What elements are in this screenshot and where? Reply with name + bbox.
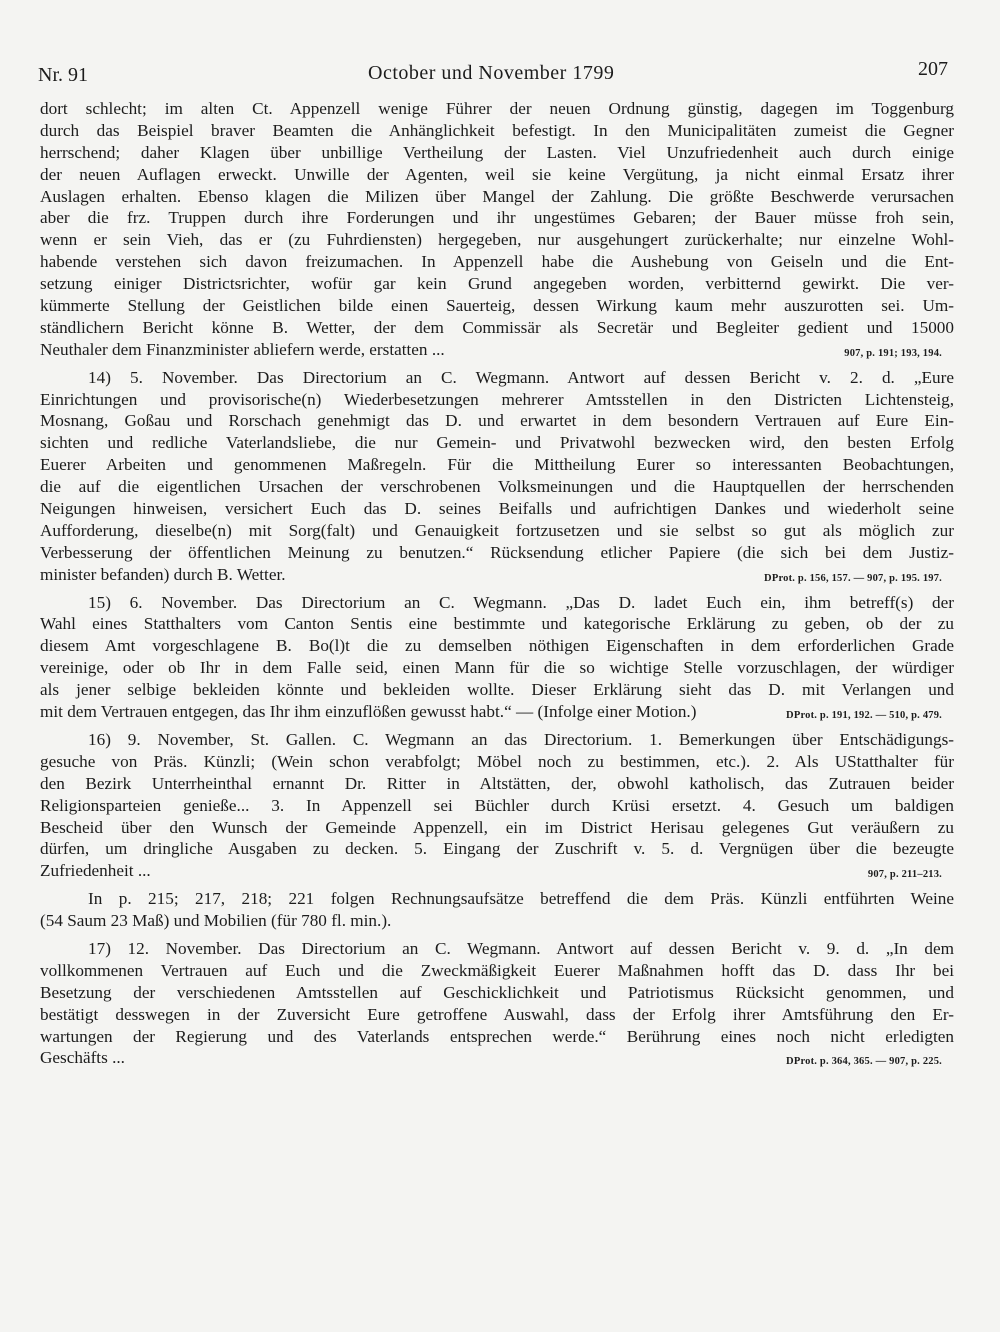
text-line: 16) 9. November, St. Gallen. C. Wegmann an das Directorium. 1. Bemerkungen über Entschädigungs- [88,729,954,749]
text-line: Geschäfts ... DProt. p. 364, 365. — 907, p. 225. [40,1048,942,1068]
text-line: Euerer Arbeiten und genommenen Maßregeln. Für die Mittheilung Eurer so interessanten Beobachtungen, [40,455,954,475]
text-line: ständlichern Bericht könne B. Wetter, der dem Commissär als Secretär und Begleiter gedient und 15000 [40,317,954,337]
text-line: Verbesserung der öffentlichen Meinung zu benutzen.“ Rücksendung etlicher Papiere (die sich bei dem Justiz- [40,542,954,562]
text-line: Aufforderung, dieselbe(n) mit Sorg(falt) und Genauigkeit fortzusetzen und sie selbst so gut als möglich zur [40,520,954,540]
text-line: kümmerte Stellung der Geistlichen bilde einen Sauerteig, dessen Wirkung kaum mehr auszurotten sei. Um- [40,296,954,316]
text-line: der neuen Auflagen erweckt. Unwille der Agenten, weil sie keine Vergütung, ja nicht einmal Ersatz ihrer [40,164,954,184]
text-line: Neuthaler dem Finanzminister abliefern werde, erstatten ... 907, p. 191; 193, 194. [40,339,942,359]
paragraph [40,367,954,586]
paragraph [40,938,954,1069]
source-reference: 907, p. 191; 193, 194. [844,347,942,359]
text-line: Wahl eines Statthalters vom Canton Sentis eine bestimmte und kategorische Erklärung zu geben, ob der zu [40,614,954,634]
document-body [40,98,954,1069]
text-line: minister befanden) durch B. Wetter. DProt. p. 156, 157. — 907, p. 195. 197. [40,564,942,584]
text-line: wenn er sein Vieh, das er (zu Fuhrdiensten) hergegeben, nur ausgehungert zurückerhalte; nur einzelne Wohl- [40,230,954,250]
text-line: Auslagen erhalten. Ebenso klagen die Milizen über Mangel der Zahlung. Die größte Beschwerde verursachen [40,186,954,206]
paragraph [40,888,954,932]
text-line: diesem Amt vorgeschlagene B. Bo(l)t die zu demselben nöthigen Eigenschaften in dem erforderlichen Grade [40,636,954,656]
text-line: dort schlecht; im alten Ct. Appenzell wenige Führer der neuen Ordnung günstig, dagegen im Toggenburg [40,99,954,118]
text-line: 17) 12. November. Das Directorium an C. Wegmann. Antwort auf dessen Bericht v. 9. d. „In dem [88,938,954,958]
text-line: dürfen, um dringliche Ausgaben zu decken. 5. Eingang der Zuschrift v. 5. d. Vergnügen über die bezeugte [40,839,954,859]
text-line: wartungen der Regierung und des Vaterlands entsprechen werde.“ Berührung eines noch nicht erledigten [40,1026,954,1046]
text-line: herrschend; daher Klagen über unbillige Vertheilung der Lasten. Viel Unzufriedenheit auch durch einige [40,142,954,162]
text-line: Religionsparteien genieße... 3. In Appenzell sei Büchler durch Krüsi ersetzt. 4. Gesuch um baldigen [40,795,954,815]
text-line: sichten und redliche Vaterlandsliebe, die nur Gemein- und Privatwohl bezwecken wird, den besten Erfolg [40,433,954,453]
text-line: den Bezirk Unterrheinthal ernannt Dr. Ritter in Altstätten, der, obwohl katholisch, das Zutrauen beider [40,773,954,793]
text-line: Einrichtungen und provisorische(n) Wiederbesetzungen mehrerer Amtsstellen in den Districten Lichtensteig, [40,389,954,409]
text-line: aber die frz. Truppen durch ihre Forderungen und ihr ungestümes Gebaren; der Bauer müsse froh sein, [40,208,954,228]
text-line: 14) 5. November. Das Directorium an C. Wegmann. Antwort auf dessen Bericht v. 2. d. „Eure [88,367,954,387]
text-line: Zufriedenheit ... 907, p. 211–213. [40,861,942,881]
document-number: Nr. 91 [38,64,88,86]
text-line: Mosnang, Goßau und Rorschach genehmigt das D. und erwartet in dem besondern Vertrauen auf Eure Ein- [40,411,954,431]
text-line: (54 Saum 23 Maß) und Mobilien (für 780 fl. min.). [40,911,392,931]
page-header [38,58,948,88]
text-line: Besetzung der verschiedenen Amtsstellen auf Geschicklichkeit und Patriotismus Rücksicht genommen, und [40,982,954,1002]
source-reference: DProt. p. 364, 365. — 907, p. 225. [786,1056,942,1068]
paragraph [40,729,954,882]
source-reference: 907, p. 211–213. [867,869,942,881]
source-reference: DProt. p. 156, 157. — 907, p. 195. 197. [764,572,942,584]
text-line: vollkommenen Vertrauen auf Euch und die Zweckmäßigkeit Euerer Maßnahmen hofft das D. dass Ihr bei [40,960,954,980]
paragraph [40,592,954,723]
text-line: die auf die eigentlichen Ursachen der verschrobenen Volksmeinungen und die Hauptquellen der herrschenden [40,477,954,497]
text-line: gesuche von Präs. Künzli; (Wein schon verabfolgt; Möbel noch zu bestimmen, etc.). 2. Als UStatthalter für [40,751,954,771]
text-line: mit dem Vertrauen entgegen, das Ihr ihm einzuflößen gewusst habt.“ — (Infolge einer Motion.) DProt. p. 191, 192. — 510, p. 479. [40,702,942,722]
running-title: October und November 1799 [368,62,615,84]
text-line: bestätigt desswegen in der Zuversicht Eure getroffene Auswahl, dass der Erfolg ihrer Amtsführung den Er- [40,1004,954,1024]
text-line: vereinige, oder ob Ihr in dem Falle seid, einen Mann für die so wichtige Stelle vorzuschlagen, der würdiger [40,658,954,678]
text-line: habende verstehen sich davon freizumachen. In Appenzell habe die Aushebung von Geiseln und die Ent- [40,252,954,272]
text-line: durch das Beispiel braver Beamten die Anhänglichkeit befestigt. In den Municipalitäten zumeist die Gegner [40,120,954,140]
text-line: als jener selbige bekleiden könnte und bekleiden wollte. Dieser Erklärung sieht das D. mit Verlangen und [40,680,954,700]
text-line: 15) 6. November. Das Directorium an C. Wegmann. „Das D. ladet Euch ein, ihm betreff(s) der [88,592,954,612]
text-line: Bescheid über den Wunsch der Gemeinde Appenzell, ein im District Herisau gelegenes Gut veräußern zu [40,817,954,837]
text-line: Neigungen hinweisen, versichert Euch das D. seines Beifalls und aufrichtigen Dankes und wiederholt seine [40,499,954,519]
text-line: In p. 215; 217, 218; 221 folgen Rechnungsaufsätze betreffend die dem Präs. Künzli entführten Weine [88,889,954,909]
paragraph [40,98,954,361]
page-number: 207 [918,58,948,80]
text-line: setzung einiger Districtsrichter, wofür gar kein Grund angegeben worden, verbitternd gewirkt. Die ver- [40,274,954,294]
source-reference: DProt. p. 191, 192. — 510, p. 479. [786,709,942,721]
